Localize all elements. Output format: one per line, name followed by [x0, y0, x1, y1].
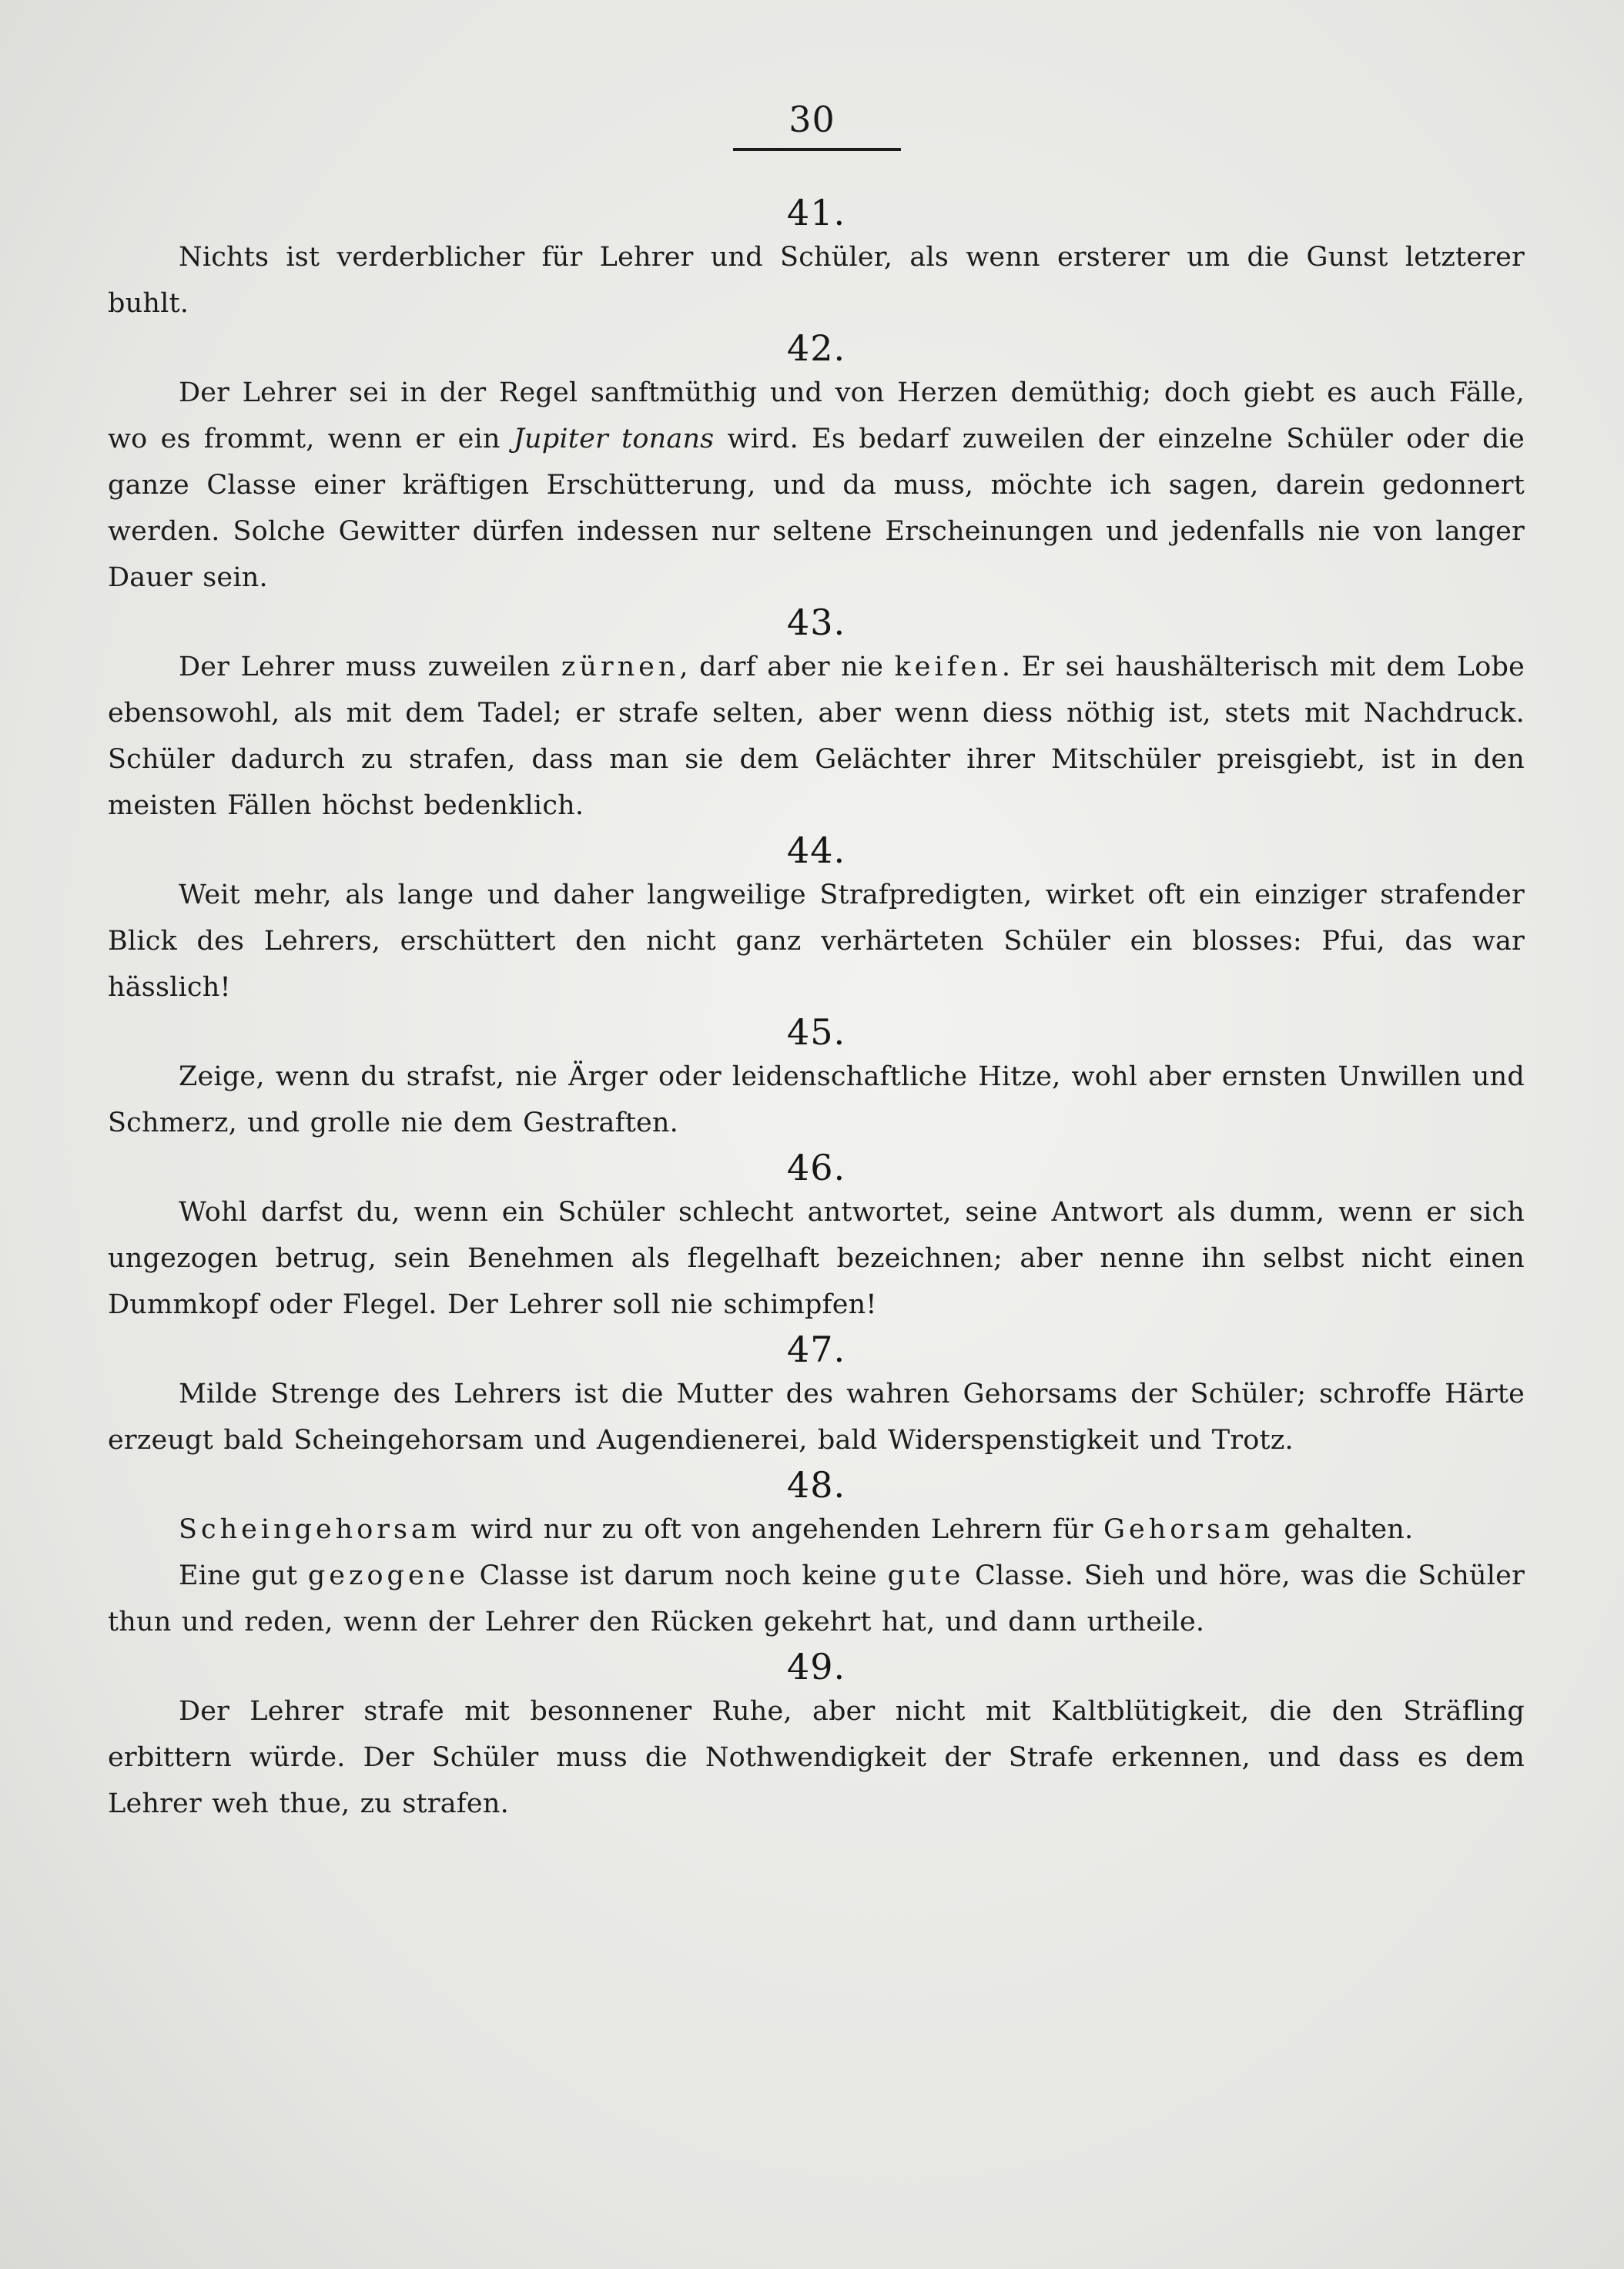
emphasized-word: gute: [887, 1560, 965, 1591]
section-44: [108, 829, 1525, 1010]
section-45: [108, 1010, 1525, 1146]
text-run: wird. Es bedarf zuweilen der einzelne Schüler oder die ganze Classe einer kräftigen Erschütterung, und da muss, möchte ich sagen, darein gedonnert werden. Solche Gewitter dürfen indessen nur seltene Erscheinungen und jedenfalls nie von langer Dauer sein.: [108, 424, 1525, 593]
text-run: wird nur zu oft von angehenden Lehrern für: [460, 1514, 1103, 1545]
section-42: [108, 327, 1525, 601]
paragraph: Nichts ist verderblicher für Lehrer und Schüler, als wenn ersterer um die Gunst letzterer buhlt.: [108, 242, 1525, 319]
text-run: Classe ist darum noch keine: [468, 1560, 888, 1591]
italic-phrase: Jupiter tonans: [513, 424, 715, 454]
section-47: [108, 1328, 1525, 1463]
paragraph: Wohl darfst du, wenn ein Schüler schlecht antwortet, seine Antwort als dumm, wenn er sich ungezogen betrug, sein Benehmen als flegelhaft bezeichnen; aber nenne ihn selbst nicht einen Dummkopf oder Flegel. Der Lehrer soll nie schimpfen!: [108, 1197, 1525, 1320]
paragraph: [108, 644, 1525, 829]
section-number: 49.: [786, 1646, 846, 1688]
section-number: 41.: [786, 192, 846, 233]
page-body: [108, 191, 1525, 1827]
text-run: Classe. Sieh und höre, was die Schüler thun und reden, wenn der Lehrer den Rücken gekehrt hat, und dann urtheile.: [108, 1560, 1525, 1637]
text-run: , darf aber nie: [679, 652, 895, 682]
paragraph: [108, 1507, 1525, 1553]
text-run: Der Lehrer sei in der Regel sanftmüthig und von Herzen demüthig; doch giebt es auch Fälle, wo es frommt, wenn er ein: [108, 377, 1525, 454]
text-run: Der Lehrer muss zuweilen: [179, 652, 561, 682]
section-number: 45.: [786, 1011, 846, 1053]
section-number: 48.: [786, 1464, 846, 1506]
emphasized-word: Gehorsam: [1103, 1514, 1274, 1545]
header-rule: [733, 148, 901, 151]
emphasized-word: gezogene: [307, 1560, 469, 1591]
section-number: 42.: [786, 327, 846, 369]
text-run: gehalten.: [1274, 1514, 1414, 1545]
page-number: 30: [789, 99, 835, 140]
section-number: 44.: [786, 830, 846, 871]
paragraph: Milde Strenge des Lehrers ist die Mutter des wahren Gehorsams der Schüler; schroffe Härte erzeugt bald Scheingehorsam und Augendienerei, bald Widerspenstigkeit und Trotz.: [108, 1379, 1525, 1456]
section-49: [108, 1645, 1525, 1827]
paragraph: [108, 1553, 1525, 1645]
paragraph: [108, 370, 1525, 601]
emphasized-word: zürnen: [561, 652, 680, 682]
text-run: . Er sei haushälterisch mit dem Lobe ebensowohl, als mit dem Tadel; er strafe selten, aber wenn diess nöthig ist, stets mit Nachdruck. Schüler dadurch zu strafen, dass man sie dem Gelächter ihrer Mitschüler preisgiebt, ist in den meisten Fällen höchst bedenklich.: [108, 652, 1525, 821]
emphasized-word: keifen: [894, 652, 1002, 682]
paragraph: Weit mehr, als lange und daher langweilige Strafpredigten, wirket oft ein einziger strafender Blick des Lehrers, erschüttert den nicht ganz verhärteten Schüler ein blosses: Pfui, das war hässlich!: [108, 880, 1525, 1003]
section-number: 46.: [786, 1147, 846, 1188]
section-number: 47.: [786, 1329, 846, 1370]
text-run: Eine gut: [179, 1560, 308, 1591]
emphasized-word: Scheingehorsam: [179, 1514, 461, 1545]
section-number: 43.: [786, 602, 846, 643]
section-43: [108, 601, 1525, 829]
section-48: [108, 1463, 1525, 1645]
paragraph: Zeige, wenn du strafst, nie Ärger oder leidenschaftliche Hitze, wohl aber ernsten Unwillen und Schmerz, und grolle nie dem Gestraften.: [108, 1061, 1525, 1138]
paragraph: Der Lehrer strafe mit besonnener Ruhe, aber nicht mit Kaltblütigkeit, die den Sträfling erbittern würde. Der Schüler muss die Nothwendigkeit der Strafe erkennen, und dass es dem Lehrer weh thue, zu strafen.: [108, 1696, 1525, 1819]
section-46: [108, 1146, 1525, 1328]
section-41: [108, 191, 1525, 327]
